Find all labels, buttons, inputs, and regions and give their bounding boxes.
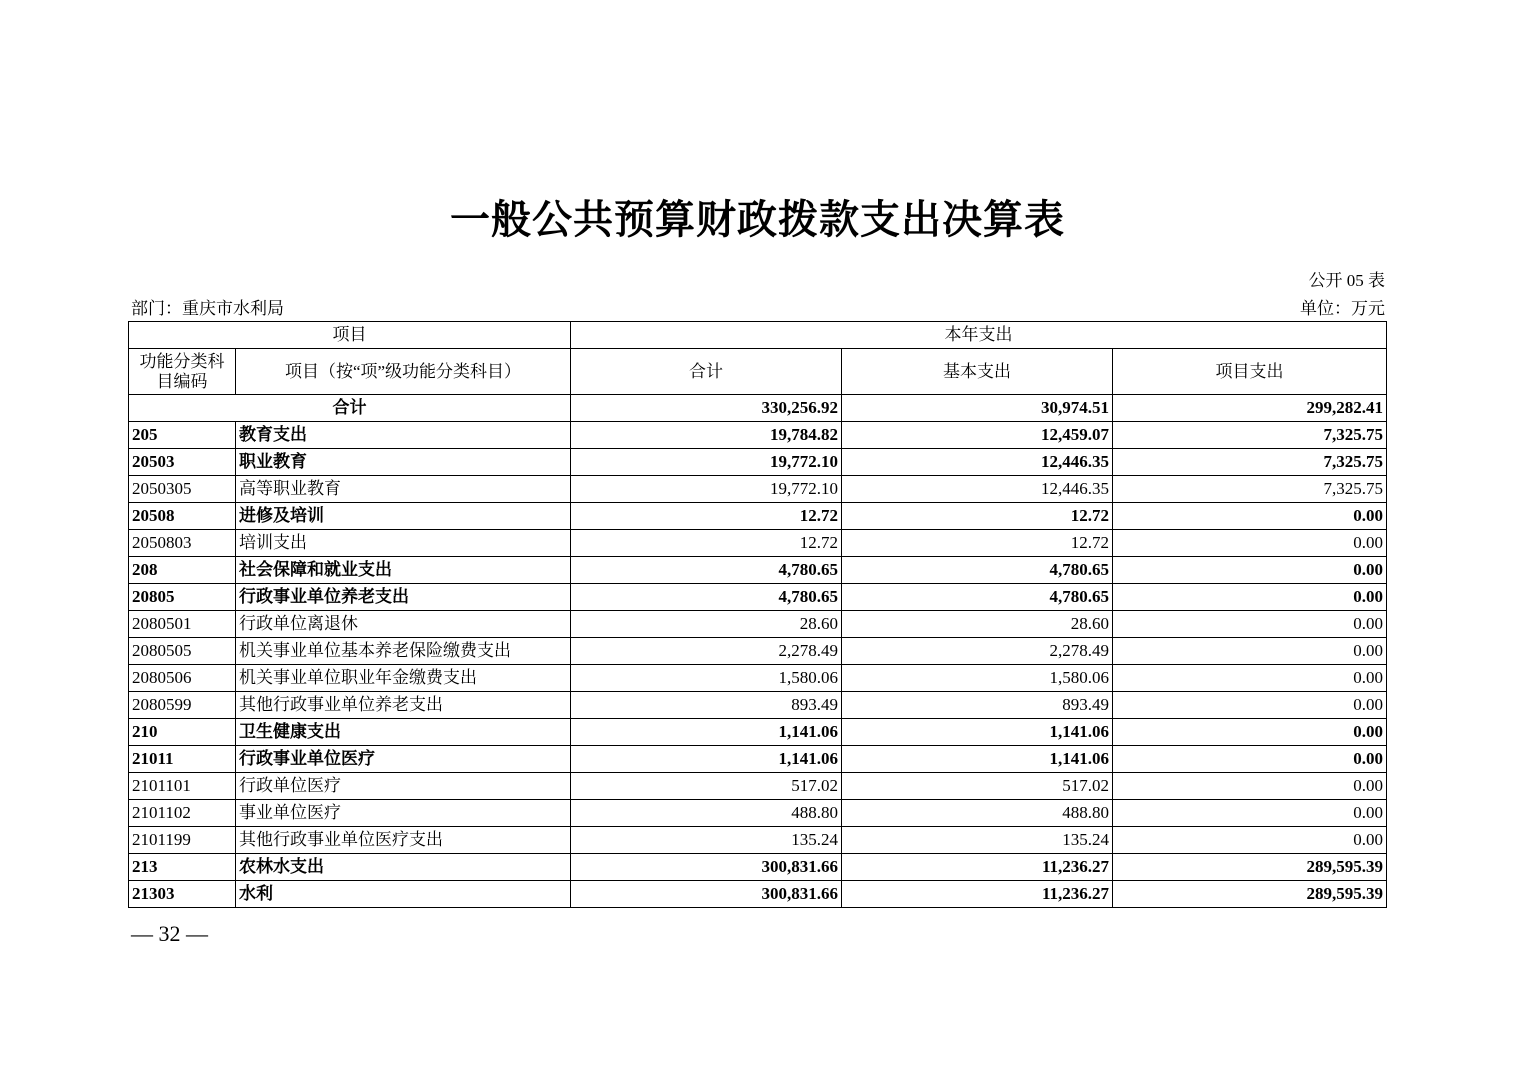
header-project: 项目支出 [1113, 349, 1387, 395]
row-name: 机关事业单位职业年金缴费支出 [236, 665, 571, 692]
row-code: 20805 [129, 584, 236, 611]
row-name: 高等职业教育 [236, 476, 571, 503]
row-project: 0.00 [1113, 557, 1387, 584]
total-project: 299,282.41 [1113, 395, 1387, 422]
row-basic: 517.02 [842, 773, 1113, 800]
row-project: 0.00 [1113, 827, 1387, 854]
header-row-columns [129, 349, 1387, 395]
row-name: 教育支出 [236, 422, 571, 449]
row-code: 208 [129, 557, 236, 584]
row-project: 0.00 [1113, 746, 1387, 773]
row-basic: 4,780.65 [842, 557, 1113, 584]
row-project: 0.00 [1113, 611, 1387, 638]
row-basic: 11,236.27 [842, 881, 1113, 908]
row-code: 2080599 [129, 692, 236, 719]
row-project: 0.00 [1113, 800, 1387, 827]
row-name: 其他行政事业单位养老支出 [236, 692, 571, 719]
row-name: 进修及培训 [236, 503, 571, 530]
row-code: 21011 [129, 746, 236, 773]
row-code: 2050803 [129, 530, 236, 557]
row-name: 职业教育 [236, 449, 571, 476]
row-total: 28.60 [571, 611, 842, 638]
row-code: 213 [129, 854, 236, 881]
row-project: 0.00 [1113, 692, 1387, 719]
row-name: 农林水支出 [236, 854, 571, 881]
header-basic: 基本支出 [842, 349, 1113, 395]
department-label: 部门：重庆市水利局 [131, 299, 284, 318]
table-row [129, 530, 1387, 557]
row-name: 行政单位离退休 [236, 611, 571, 638]
row-name: 行政事业单位医疗 [236, 746, 571, 773]
row-project: 7,325.75 [1113, 449, 1387, 476]
row-total: 19,772.10 [571, 476, 842, 503]
row-basic: 135.24 [842, 827, 1113, 854]
row-project: 0.00 [1113, 503, 1387, 530]
total-basic: 30,974.51 [842, 395, 1113, 422]
row-basic: 488.80 [842, 800, 1113, 827]
row-total: 19,784.82 [571, 422, 842, 449]
row-total: 19,772.10 [571, 449, 842, 476]
table-row [129, 692, 1387, 719]
row-code: 2050305 [129, 476, 236, 503]
row-basic: 12.72 [842, 503, 1113, 530]
header-code: 功能分类科目编码 [129, 349, 236, 395]
row-total: 517.02 [571, 773, 842, 800]
row-project: 0.00 [1113, 584, 1387, 611]
table-row [129, 854, 1387, 881]
row-name: 其他行政事业单位医疗支出 [236, 827, 571, 854]
row-total: 12.72 [571, 530, 842, 557]
row-project: 7,325.75 [1113, 476, 1387, 503]
row-code: 2080505 [129, 638, 236, 665]
row-project: 7,325.75 [1113, 422, 1387, 449]
row-project: 0.00 [1113, 773, 1387, 800]
table-row [129, 449, 1387, 476]
row-name: 行政事业单位养老支出 [236, 584, 571, 611]
row-name: 社会保障和就业支出 [236, 557, 571, 584]
row-basic: 893.49 [842, 692, 1113, 719]
total-row [129, 395, 1387, 422]
row-basic: 1,141.06 [842, 746, 1113, 773]
row-total: 1,580.06 [571, 665, 842, 692]
table-row [129, 881, 1387, 908]
table-number: 公开 05 表 [1308, 271, 1385, 290]
table-row [129, 746, 1387, 773]
header-row-group [129, 322, 1387, 349]
row-project: 0.00 [1113, 719, 1387, 746]
row-total: 893.49 [571, 692, 842, 719]
row-total: 1,141.06 [571, 746, 842, 773]
budget-table [128, 321, 1387, 908]
header-name: 项目（按“项”级功能分类科目） [236, 349, 571, 395]
row-code: 2101102 [129, 800, 236, 827]
row-total: 1,141.06 [571, 719, 842, 746]
row-basic: 28.60 [842, 611, 1113, 638]
row-basic: 1,141.06 [842, 719, 1113, 746]
row-code: 20503 [129, 449, 236, 476]
row-code: 210 [129, 719, 236, 746]
row-code: 2080501 [129, 611, 236, 638]
page-number: — 32 — [131, 921, 208, 946]
total-sum: 330,256.92 [571, 395, 842, 422]
row-basic: 11,236.27 [842, 854, 1113, 881]
row-name: 机关事业单位基本养老保险缴费支出 [236, 638, 571, 665]
row-code: 2080506 [129, 665, 236, 692]
row-total: 300,831.66 [571, 881, 842, 908]
row-name: 行政单位医疗 [236, 773, 571, 800]
row-project: 289,595.39 [1113, 881, 1387, 908]
table-row [129, 476, 1387, 503]
row-total: 12.72 [571, 503, 842, 530]
row-basic: 2,278.49 [842, 638, 1113, 665]
row-basic: 4,780.65 [842, 584, 1113, 611]
table-row [129, 584, 1387, 611]
table-row [129, 422, 1387, 449]
table-row [129, 557, 1387, 584]
table-row [129, 611, 1387, 638]
row-name: 培训支出 [236, 530, 571, 557]
row-name: 卫生健康支出 [236, 719, 571, 746]
row-name: 水利 [236, 881, 571, 908]
header-total: 合计 [571, 349, 842, 395]
row-code: 2101101 [129, 773, 236, 800]
row-total: 4,780.65 [571, 584, 842, 611]
row-project: 289,595.39 [1113, 854, 1387, 881]
row-name: 事业单位医疗 [236, 800, 571, 827]
row-total: 4,780.65 [571, 557, 842, 584]
table-row [129, 827, 1387, 854]
row-project: 0.00 [1113, 665, 1387, 692]
table-row [129, 665, 1387, 692]
table-row [129, 800, 1387, 827]
row-project: 0.00 [1113, 638, 1387, 665]
row-code: 21303 [129, 881, 236, 908]
page-title: 一般公共预算财政拨款支出决算表 [450, 197, 1065, 242]
row-code: 2101199 [129, 827, 236, 854]
table-row [129, 773, 1387, 800]
total-label: 合计 [129, 395, 571, 422]
row-basic: 12,459.07 [842, 422, 1113, 449]
unit-label: 单位：万元 [1300, 299, 1385, 318]
row-code: 205 [129, 422, 236, 449]
row-basic: 12,446.35 [842, 476, 1113, 503]
row-basic: 12,446.35 [842, 449, 1113, 476]
row-total: 135.24 [571, 827, 842, 854]
table-row [129, 719, 1387, 746]
header-item-group: 项目 [129, 322, 571, 349]
header-year-group: 本年支出 [571, 322, 1387, 349]
row-project: 0.00 [1113, 530, 1387, 557]
row-basic: 12.72 [842, 530, 1113, 557]
row-total: 2,278.49 [571, 638, 842, 665]
row-code: 20508 [129, 503, 236, 530]
table-row [129, 638, 1387, 665]
row-basic: 1,580.06 [842, 665, 1113, 692]
table-row [129, 503, 1387, 530]
row-total: 300,831.66 [571, 854, 842, 881]
row-total: 488.80 [571, 800, 842, 827]
